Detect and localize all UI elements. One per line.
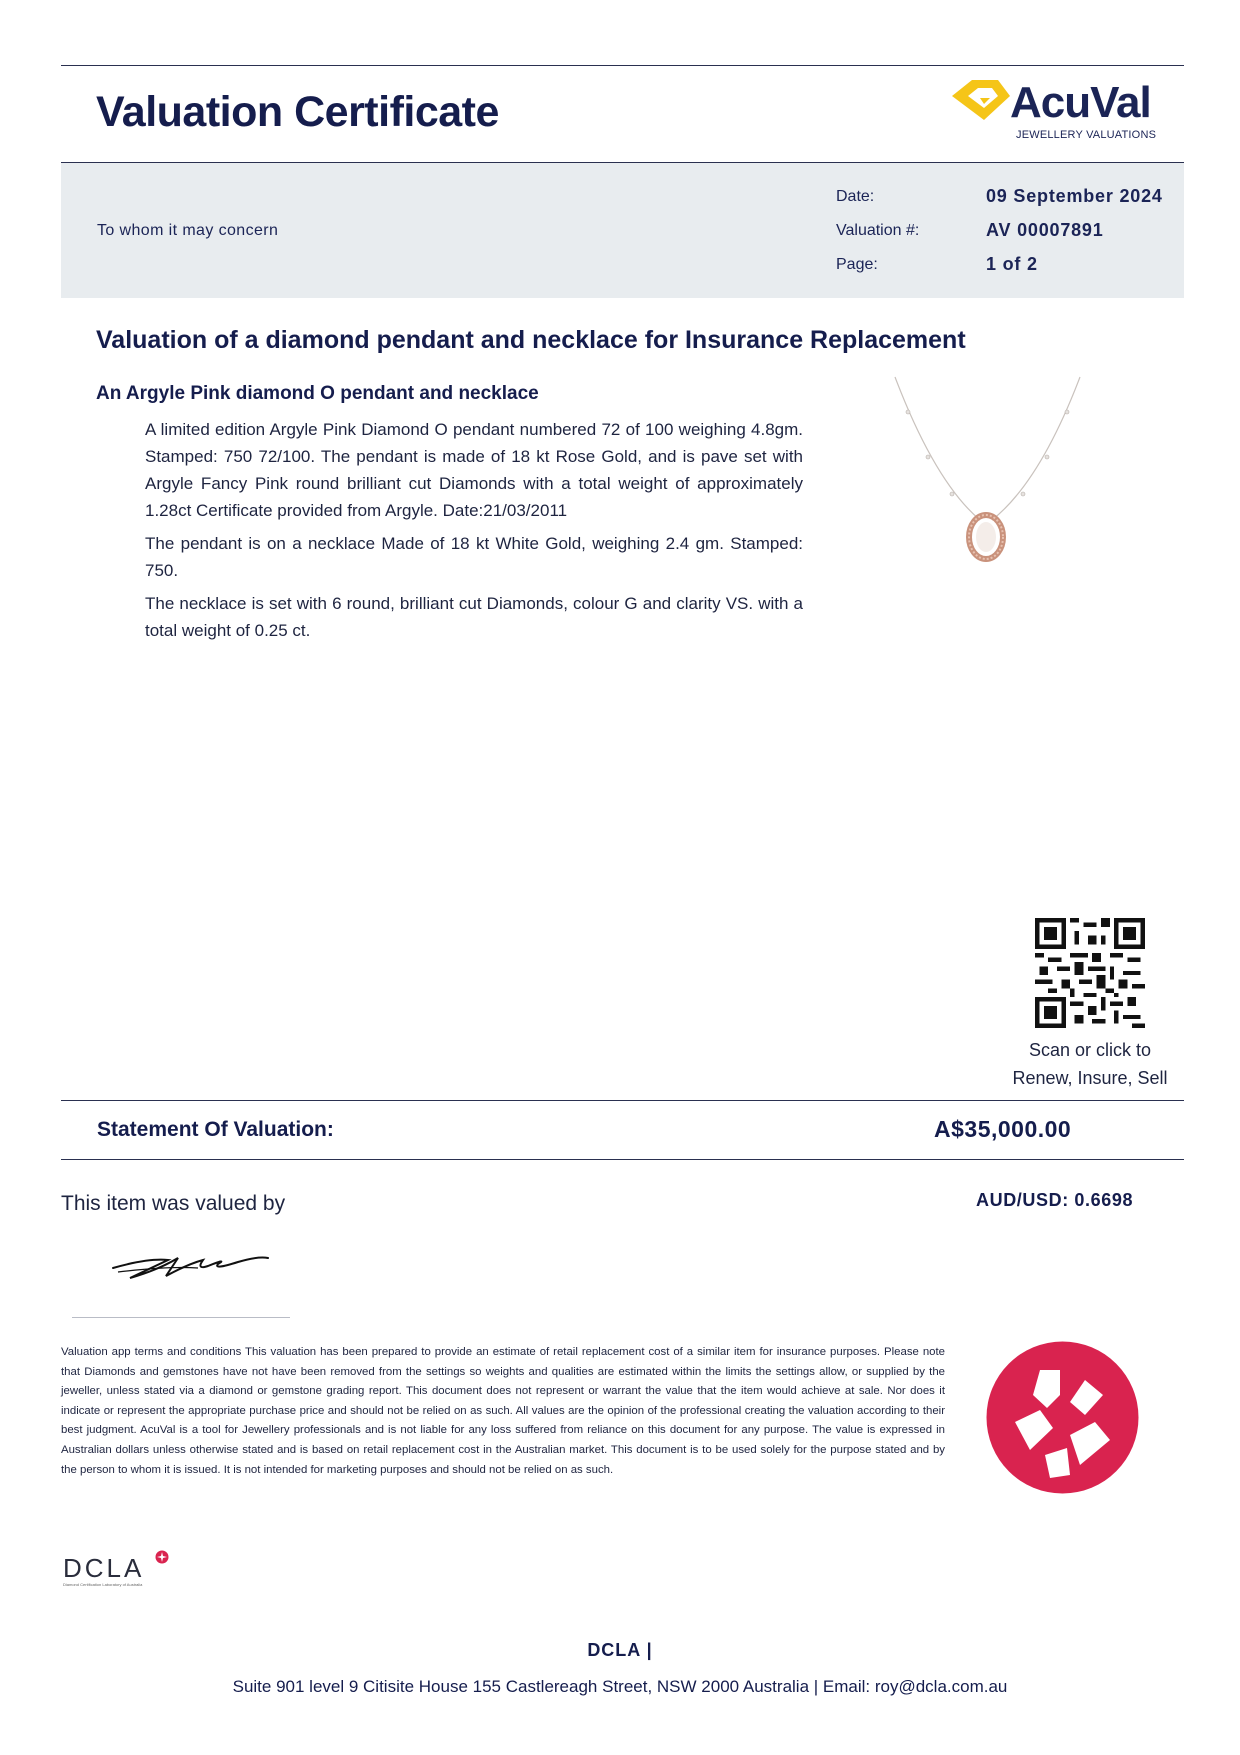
valuation-number-label: Valuation #: <box>836 222 920 239</box>
item-title: An Argyle Pink diamond O pendant and necklace <box>96 383 539 404</box>
footer-company: DCLA | <box>587 1640 653 1660</box>
section-title: Valuation of a diamond pendant and necklace for Insurance Replacement <box>96 326 966 354</box>
qr-caption-line2: Renew, Insure, Sell <box>1012 1068 1168 1088</box>
signature-icon <box>108 1240 278 1285</box>
valuation-number-value: AV 00007891 <box>986 220 1104 240</box>
pendant-necklace-image <box>880 372 1095 562</box>
page-title: Valuation Certificate <box>96 88 499 136</box>
dcla-logo-tagline: Diamond Certification Laboratory of Australia <box>63 1582 143 1587</box>
dcla-logo: DCLA <box>63 1553 145 1583</box>
description-paragraph: The necklace is set with 6 round, brilliant cut Diamonds, colour G and clarity VS. with a total weight of 0.25 ct. <box>145 594 803 640</box>
salutation: To whom it may concern <box>97 222 279 239</box>
logo-wordmark: AcuVal <box>1010 78 1151 127</box>
date-value: 09 September 2024 <box>986 186 1163 206</box>
description-paragraph: A limited edition Argyle Pink Diamond O pendant numbered 72 of 100 weighing 4.8gm. Stamped: 750 72/100. The pendant is made of 18 kt Rose Gold, and is pave set with Argyle Fancy Pink round brilliant cut Diamonds with a total weight of approximately 1.28ct Certificate provided from Argyle. Date:21/03/2011 <box>145 420 803 520</box>
dcla-seal-icon <box>985 1340 1140 1495</box>
qr-caption-line1: Scan or click to <box>1028 1040 1152 1060</box>
statement-value: A$35,000.00 <box>934 1116 1072 1142</box>
divider <box>61 1100 1184 1101</box>
statement-label: Statement Of Valuation: <box>97 1118 334 1141</box>
terms-and-conditions: Valuation app terms and conditions This valuation has been prepared to provide an estimate of retail replacement cost of a similar item for insurance purposes. Please note that Diamonds and gemstones have not have been removed from the settings so weights and qualities are estimated within the limits the settings allow, or supplied by the jeweller, unless stated via a diamond or gemstone grading report. This document does not represent or warrant the value that the item would achieve at sale. Nor does it indicate or represent the appropriate purchase price and should not be relied on as such. All values are the opinion of the professional creating the valuation according to their best judgment. AcuVal is a tool for Jewellery professionals and is not liable for any loss suffered from reliance on this document for any purpose. The value is expressed in Australian dollars unless otherwise stated and is based on retail replacement cost in the Australian market. This document is to be used solely for the purpose stated and by the person to whom it is issued. It is not intended for marketing purposes and should not be relied on as such. <box>61 1346 945 1476</box>
exchange-rate: AUD/USD: 0.6698 <box>976 1190 1134 1210</box>
divider <box>61 1159 1184 1160</box>
signature-line <box>72 1317 290 1318</box>
dcla-logo-mark-icon <box>155 1550 169 1564</box>
top-rule <box>61 65 1184 66</box>
page-value: 1 of 2 <box>986 254 1038 274</box>
description-paragraph: The pendant is on a necklace Made of 18 kt White Gold, weighing 2.4 gm. Stamped: 750. <box>145 534 803 580</box>
qr-code-icon[interactable] <box>1035 918 1145 1028</box>
logo-subtitle: JEWELLERY VALUATIONS <box>1016 129 1157 141</box>
valued-by-label: This item was valued by <box>61 1192 286 1215</box>
footer-address: Suite 901 level 9 Citisite House 155 Castlereagh Street, NSW 2000 Australia | Email: roy@dcla.com.au <box>232 1677 1008 1696</box>
page-label: Page: <box>836 256 878 273</box>
date-label: Date: <box>836 188 875 205</box>
